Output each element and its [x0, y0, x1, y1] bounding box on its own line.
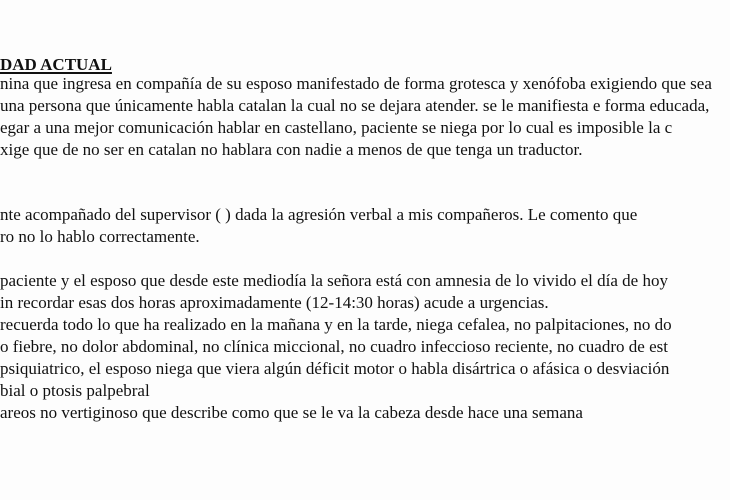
paragraph-3-line-2: in recordar esas dos horas aproximadamente (12-14:30 horas) acude a urgencias. [0, 293, 549, 312]
paragraph-3-line-3: recuerda todo lo que ha realizado en la mañana y en la tarde, niega cefalea, no palpitaciones, no do [0, 315, 672, 334]
paragraph-3-line-4: o fiebre, no dolor abdominal, no clínica miccional, no cuadro infeccioso reciente, no cuadro de est [0, 337, 668, 356]
section-heading: DAD ACTUAL [0, 55, 112, 74]
paragraph-3-line-1: paciente y el esposo que desde este mediodía la señora está con amnesia de lo vivido el día de hoy [0, 271, 668, 290]
paragraph-1-line-3: egar a una mejor comunicación hablar en castellano, paciente se niega por lo cual es imposible la c [0, 118, 673, 137]
paragraph-1-line-4: xige que de no ser en catalan no hablara con nadie a menos de que tenga un traductor. [0, 140, 583, 159]
paragraph-3-line-7: areos no vertiginoso que describe como que se le va la cabeza desde hace una semana [0, 403, 583, 422]
paragraph-3-line-5: psiquiatrico, el esposo niega que viera algún déficit motor o habla disártrica o afásica o desviación [0, 359, 670, 378]
paragraph-1-line-1: nina que ingresa en compañía de su esposo manifestado de forma grotesca y xenófoba exigiendo que sea [0, 74, 712, 93]
paragraph-2-line-2: ro no lo hablo correctamente. [0, 227, 200, 246]
paragraph-3-line-6: bial o ptosis palpebral [0, 381, 150, 400]
paragraph-1-line-2: una persona que únicamente habla catalan la cual no se dejara atender. se le manifiesta e forma educada, [0, 96, 710, 115]
paragraph-2-line-1: nte acompañado del supervisor ( ) dada la agresión verbal a mis compañeros. Le comento que [0, 205, 638, 224]
